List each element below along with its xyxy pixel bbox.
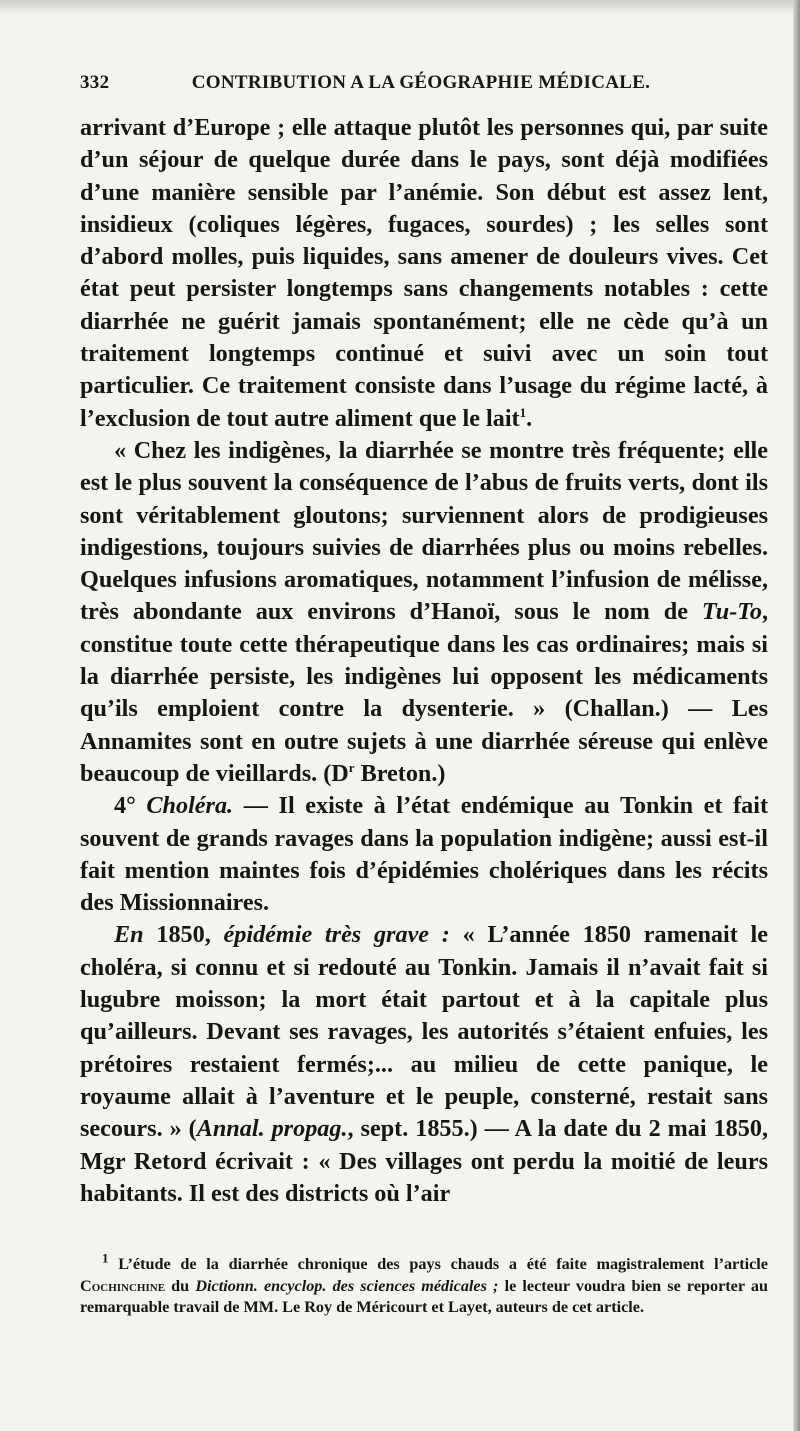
paragraph-4-year: 1850, [143, 921, 224, 949]
paragraph-3 [80, 790, 768, 919]
footnote-mark: 1 [102, 1250, 109, 1266]
footnote-dictionary-title: Dictionn. encyclop. des sciences médicales ; [195, 1276, 499, 1295]
footnote-text-b: du [165, 1276, 196, 1295]
section-number: 4° [114, 792, 136, 820]
footnote-1 [80, 1250, 768, 1319]
main-text [80, 112, 768, 1210]
footnote-article-name: Cochinchine [80, 1276, 166, 1295]
footnote-ref: 1 [519, 404, 527, 420]
paragraph-4 [80, 919, 768, 1210]
section-title-cholera: Choléra. [146, 792, 234, 820]
paragraph-4-text-a: « L’année 1850 ramenait le choléra, si connu et si redouté au Tonkin. Jamais il n’avait fait si lugubre moisson; la mort était partout et à la capitale plus qu’ailleurs. Devant ses ravages, les autorités s’étaient enfuies, les prétoires restaient fermés;... au milieu de cette panique, le royaume allait à l’aventure et le peuple, consterné, restait sans secours. » ( [80, 921, 768, 1143]
paragraph-2-text-c: Breton.) [354, 759, 446, 787]
paragraph-4-en: En [114, 921, 144, 949]
page-number: 332 [80, 72, 110, 93]
paragraph-1 [80, 112, 768, 435]
paragraph-2-text-a: « Chez les indigènes, la diarrhée se montre très fréquente; elle est le plus souvent la conséquence de l’abus de fruits verts, dont ils sont véritablement gloutons; surviennent alors de prodigieuses indigestions, toujours suivies de diarrhées plus ou moins rebelles. Quelques infusions aromatiques, notamment l’infusion de mélisse, très abondante aux environs d’Hanoï, sous le nom de [80, 436, 768, 626]
scan-shadow-right [793, 0, 800, 1431]
paragraph-1-end: . [526, 404, 533, 432]
term-tu-to: Tu-To [701, 598, 762, 626]
footnote-text-c: le lecteur voudra bien se reporter au remarquable travail de MM. Le Roy de Méricourt et Layet, auteurs de cet article. [80, 1276, 768, 1316]
running-title: CONTRIBUTION A LA GÉOGRAPHIE MÉDICALE. [191, 72, 651, 93]
paragraph-4-text-b: , sept. 1855.) — A la date du 2 mai 1850, Mgr Retord écrivait : « Des villages ont perdu la moitié de leurs habitants. Il est des districts où l’air [80, 1115, 768, 1207]
paragraph-2 [80, 435, 768, 790]
scan-shadow-top [0, 0, 800, 14]
footnote-text-a: L’étude de la diarrhée chronique des pays chauds a été faite magistralement l’article [108, 1255, 768, 1273]
paragraph-1-text: arrivant d’Europe ; elle attaque plutôt les personnes qui, par suite d’un séjour de quelque durée dans le pays, sont déjà modifiées d’une manière sensible par l’anémie. Son début est assez lent, insidieux (coliques légères, fugaces, sourdes) ; les selles sont d’abord molles, puis liquides, sans amener de douleurs vives. Cet état peut persister longtemps sans changements notables : cette diarrhée ne guérit jamais spontanément; elle ne cède qu’à un traitement longtemps continué et suivi avec un soin tout particulier. Ce traitement consiste dans l’usage du régime lacté, à l’exclusion de tout autre aliment que le lait [80, 114, 768, 432]
doctor-abbrev-sup: r [348, 759, 355, 775]
paragraph-3-text: — Il existe à l’état endémique au Tonkin et fait souvent de grands ravages dans la population indigène; aussi est-il fait mention maintes fois d’épidémies cholériques dans les récits des Missionnaires. [80, 792, 768, 917]
paragraph-4-epidemic: épidémie très grave : [223, 921, 450, 949]
citation-annal-propag: Annal. propag. [196, 1115, 348, 1143]
footnote [80, 1250, 768, 1319]
paragraph-2-text-b: , constitue toute cette thérapeutique dans les cas ordinaires; mais si la diarrhée persiste, les indigènes lui opposent les médicaments qu’ils emploient contre la dysenterie. » (Challan.) — Les Annamites sont en outre sujets à une diarrhée séreuse qui enlève beaucoup de vieillards. (D [80, 598, 768, 787]
